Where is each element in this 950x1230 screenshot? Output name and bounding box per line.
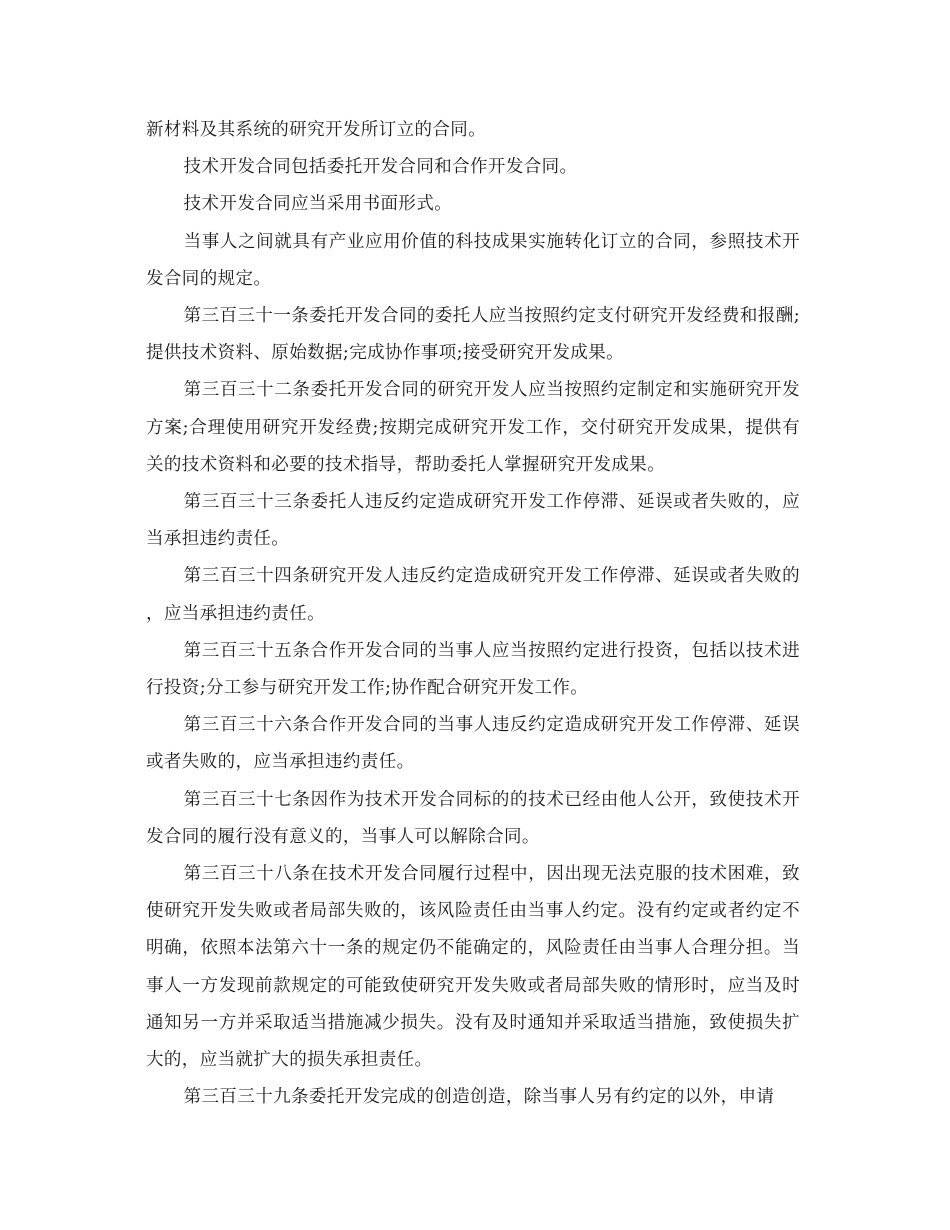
paragraph-article-331: 第三百三十一条委托开发合同的委托人应当按照约定支付研究开发经费和报酬;提供技术资料、原始数据;完成协作事项;接受研究开发成果。	[146, 306, 800, 364]
paragraph-article-333: 第三百三十三条委托人违反约定造成研究开发工作停滞、延误或者失败的，应当承担违约责任。	[146, 492, 800, 550]
paragraph-written-form: 技术开发合同应当采用书面形式。	[183, 194, 453, 215]
paragraph-article-332: 第三百三十二条委托开发合同的研究开发人应当按照约定制定和实施研究开发方案;合理使用研究开发经费;按期完成研究开发工作，交付研究开发成果，提供有关的技术资料和必要的技术指导，帮助委托人掌握研究开发成果。	[146, 380, 800, 475]
paragraph-continuation: 新材料及其系统的研究开发所订立的合同。	[146, 120, 487, 140]
paragraph-article-335: 第三百三十五条合作开发合同的当事人应当按照约定进行投资，包括以技术进行投资;分工参与研究开发工作;协作配合研究开发工作。	[146, 640, 800, 699]
paragraph-article-339: 第三百三十九条委托开发完成的创造创造，除当事人另有约定的以外，申请	[183, 1087, 775, 1108]
paragraph-tech-transfer: 当事人之间就具有产业应用价值的科技成果实施转化订立的合同，参照技术开发合同的规定。	[146, 231, 800, 289]
document-body	[146, 112, 800, 1116]
paragraph-article-334: 第三百三十四条研究开发人违反约定造成研究开发工作停滞、延误或者失败的，应当承担违约责任。	[146, 566, 800, 624]
paragraph-article-336: 第三百三十六条合作开发合同的当事人违反约定造成研究开发工作停滞、延误或者失败的，应当承担违约责任。	[146, 715, 800, 773]
paragraph-article-337: 第三百三十七条因作为技术开发合同标的的技术已经由他人公开，致使技术开发合同的履行没有意义的，当事人可以解除合同。	[146, 789, 800, 847]
paragraph-article-338: 第三百三十八条在技术开发合同履行过程中，因出现无法克服的技术困难，致使研究开发失败或者局部失败的，该风险责任由当事人约定。没有约定或者约定不明确，依照本法第六十一条的规定仍不能确定的，风险责任由当事人合理分担。当事人一方发现前款规定的可能致使研究开发失败或者局部失败的情形时，应当及时通知另一方并采取适当措施减少损失。没有及时通知并采取适当措施，致使损失扩大的，应当就扩大的损失承担责任。	[146, 864, 800, 1071]
paragraph-contract-types: 技术开发合同包括委托开发合同和合作开发合同。	[183, 157, 578, 178]
